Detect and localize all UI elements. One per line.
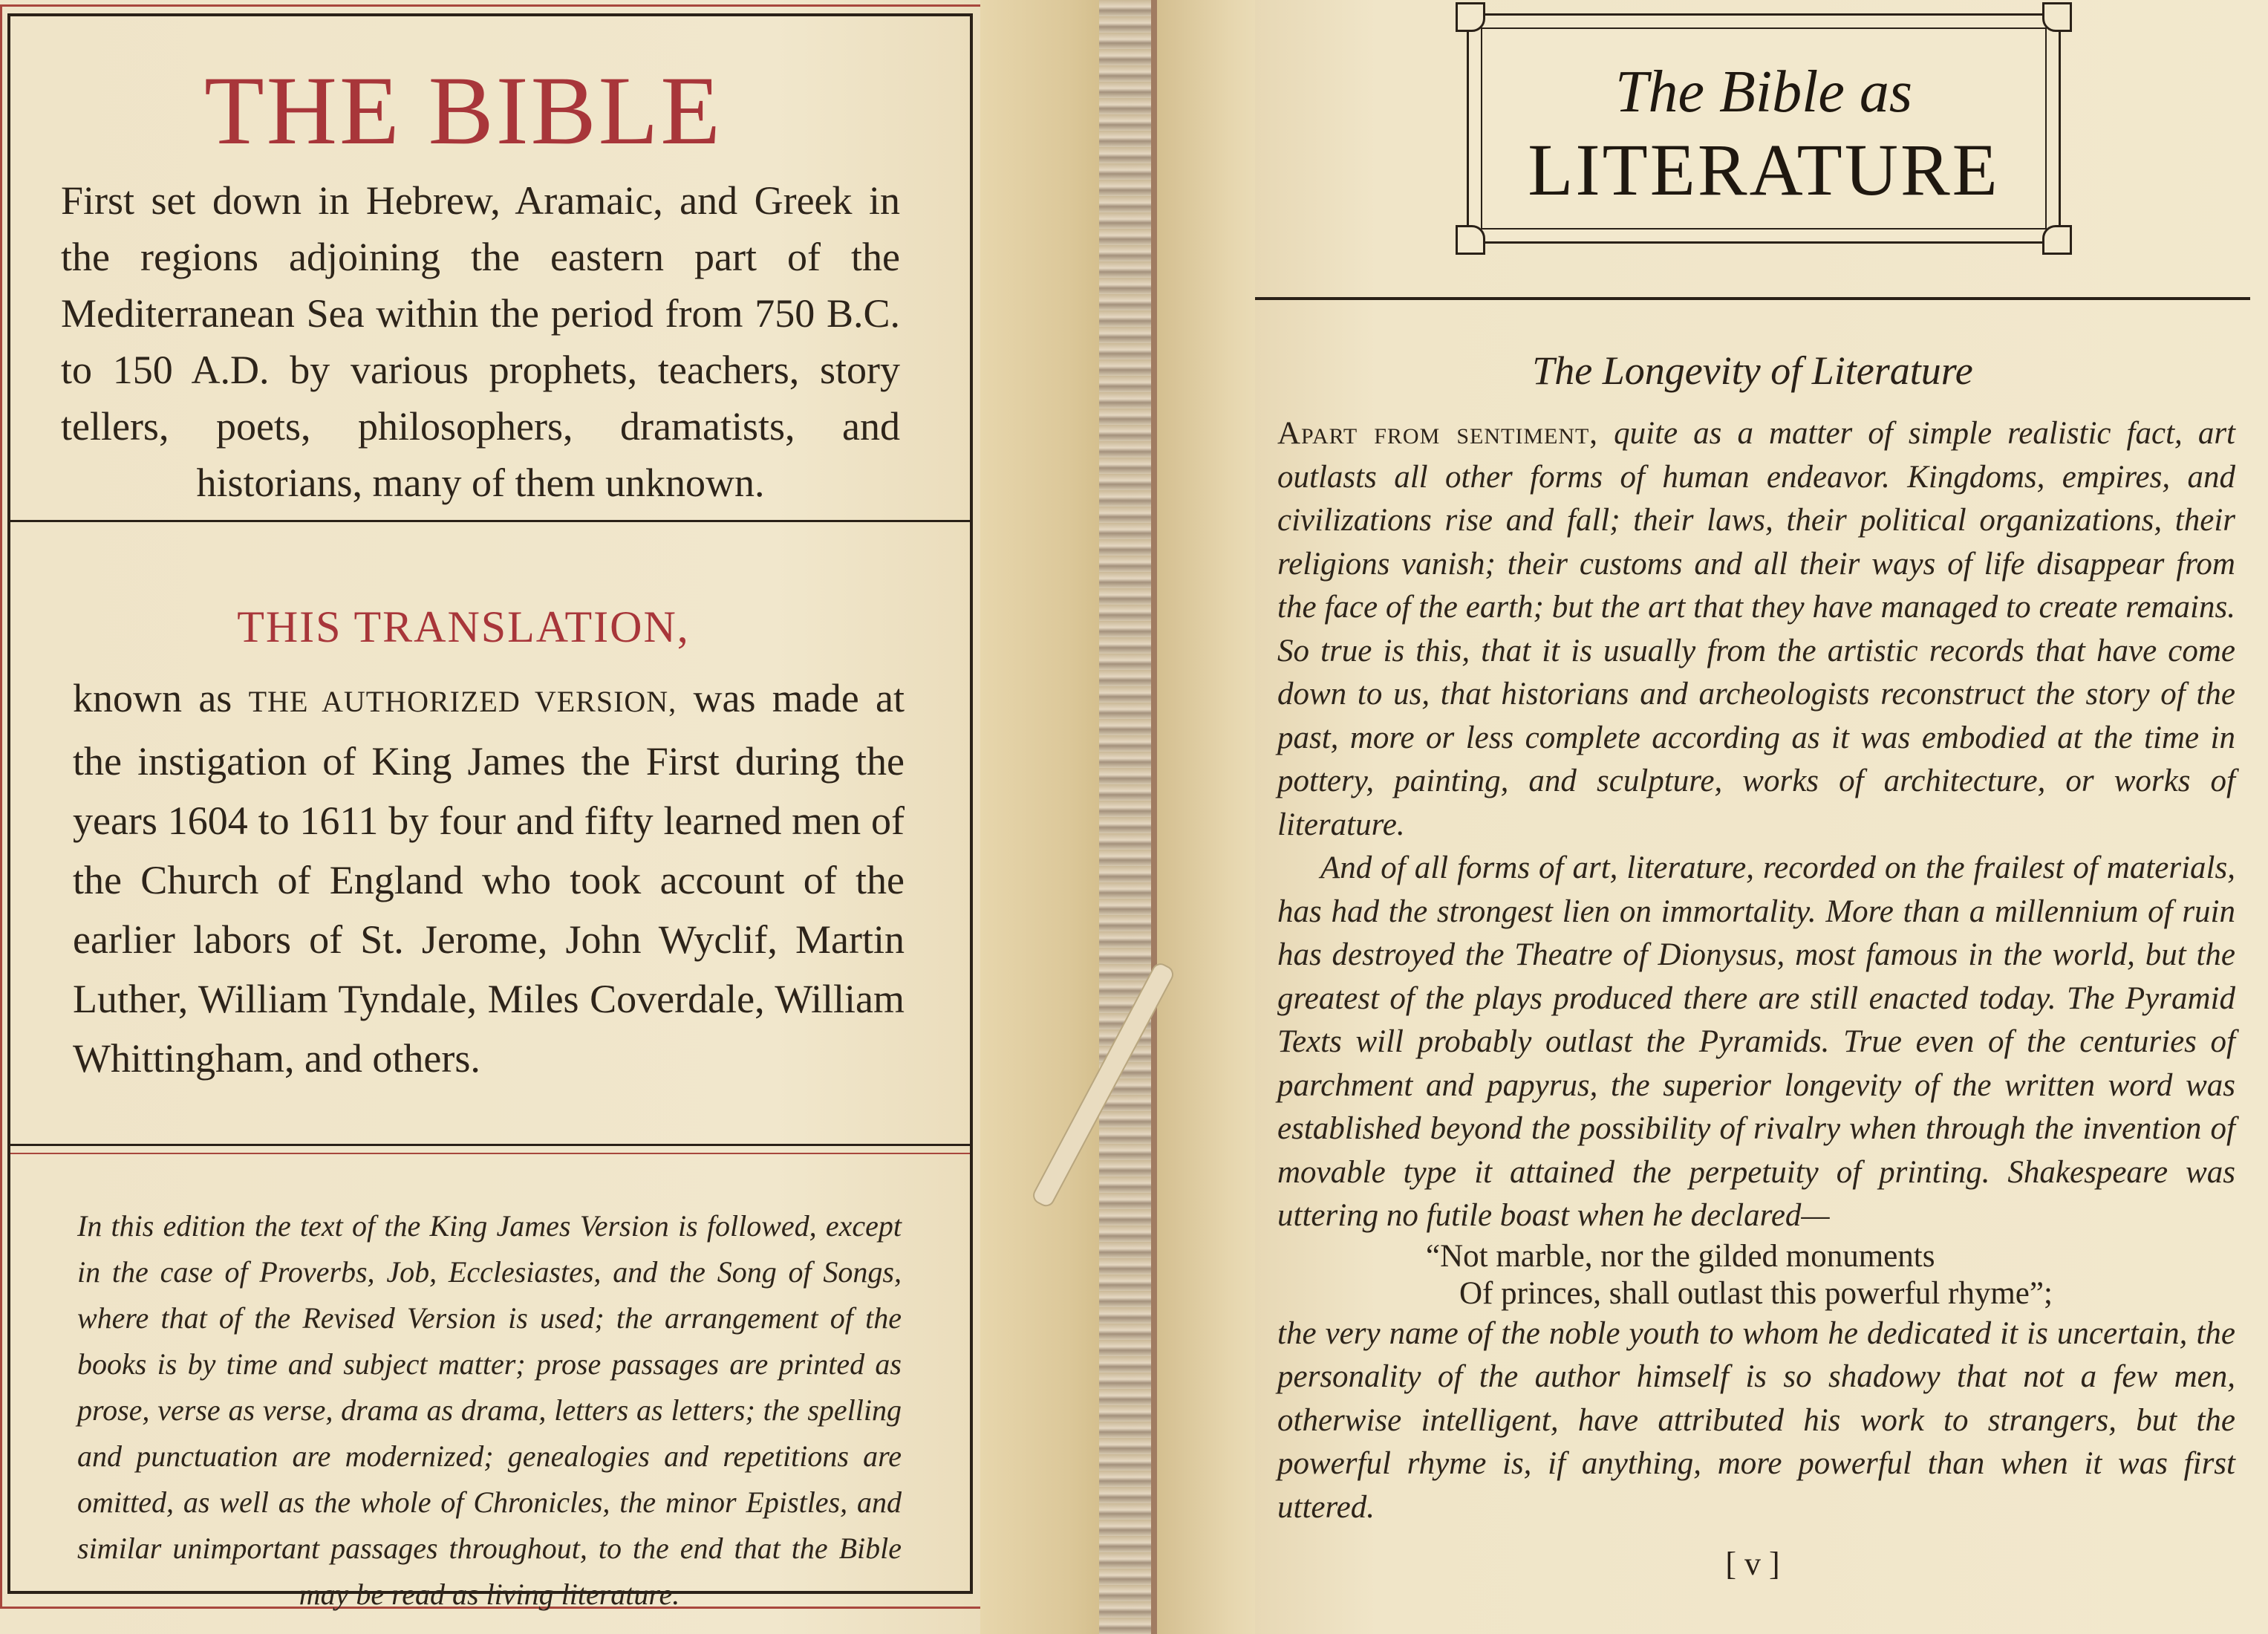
- cartouche-corner: [1456, 2, 1485, 32]
- quote-line-1: “Not marble, nor the gilded monuments: [1426, 1238, 1935, 1274]
- shakespeare-quote: [1277, 1238, 2235, 1312]
- chapter-title-line-2: LITERATURE: [1528, 128, 2000, 211]
- cartouche-corner: [2042, 225, 2072, 255]
- section-divider-2-red: [10, 1153, 970, 1154]
- torn-spine: [1099, 0, 1151, 1634]
- edition-note: In this edition the text of the King James Version is followed, except in the case of Proverbs, Job, Ecclesiastes, and the Song of Songs, where that of the Revised Version is used; the arrangement of the books is by time and subject matter; prose passages are printed as prose, verse as verse, drama as drama, letters as letters; the spelling and punctuation are modernized; genealogies and repetitions are omitted, as well as the whole of Chronicles, the minor Epistles, and similar unimportant passages throughout, to the end that the Bible may be read as living literature.: [77, 1209, 902, 1611]
- left-page-title: THE BIBLE: [204, 56, 723, 165]
- paragraph-1-lead: Apart from sentiment,: [1277, 416, 1599, 451]
- essay-body: [1277, 412, 2235, 1529]
- header-rule: [1255, 297, 2250, 300]
- left-page: [0, 0, 1107, 1634]
- translation-paragraph: [73, 668, 905, 1088]
- paragraph-3: the very name of the noble youth to whom he dedicated it is uncertain, the personality of the author himself is so shadowy that not a few men, otherwise intelligent, have attributed his work to strangers, but the powerful rhyme is, if anything, more powerful than when it was first uttered.: [1277, 1315, 2235, 1525]
- quote-line-2: Of princes, shall outlast this powerful rhyme”;: [1459, 1275, 2053, 1311]
- paragraph-1: [1277, 412, 2235, 847]
- translation-section: [10, 535, 970, 1144]
- translation-lead: known as: [73, 676, 232, 720]
- paragraph-1-body: quite as a matter of simple realistic fact, art outlasts all other forms of human endeavor. Kingdoms, empires, and civilizations rise and fall; their laws, their political organizations, their religions vanish; their customs and all their ways of life disappear from the face of the earth; but the art that they have managed to create remains. So true is this, that it is usually from the artistic records that have come down to us, that historians and archeologists reconstruct the story of the past, more or less complete according as it was embodied at the time in pottery, painting, and sculpture, works of architecture, or works of literature.: [1277, 416, 2235, 842]
- bible-origin-section: [10, 16, 970, 521]
- page-number: [ v ]: [1725, 1546, 1780, 1582]
- cartouche-corner: [2042, 2, 2072, 32]
- chapter-title-line-1: The Bible as: [1615, 59, 1912, 125]
- origin-paragraph: First set down in Hebrew, Aramaic, and Greek in the regions adjoining the eastern part of the Mediterranean Sea within the period from 750 B.C. to 150 A.D. by various prophets, teachers, story tellers, poets, philosophers, dramatists, and historians, many of them unknown.: [61, 178, 900, 505]
- cartouche-corner: [1456, 225, 1485, 255]
- paragraph-2: And of all forms of art, literature, recorded on the frailest of materials, has had the strongest lien on immortality. More than a millennium of ruin has destroyed the Theatre of Dionysus, most famous in the world, but the greatest of the plays produced there are still enacted today. The Pyramid Texts will probably outlast the Pyramids. True even of the centuries of parchment and papyrus, the superior longevity of the written word was established beyond the possibility of rivalry when through the invention of movable type it attained the perpetuity of printing. Shakespeare was uttering no futile boast when he declared—: [1277, 850, 2235, 1233]
- right-page: [1255, 0, 2268, 1634]
- edition-note-section: [10, 1174, 970, 1611]
- section-divider-2: [10, 1144, 970, 1146]
- section-title: The Longevity of Literature: [1532, 348, 1973, 393]
- title-cartouche: [1467, 13, 2061, 244]
- translation-body: was made at the instigation of King James the First during the years 1604 to 1611 by four and fifty learned men of the Church of England who took account of the earlier labors of St. Jerome, John Wyclif, Martin Luther, William Tyndale, Miles Coverdale, William Whittingham, and others.: [73, 676, 905, 1081]
- section-divider-1: [10, 520, 970, 522]
- translation-heading: THIS TRANSLATION,: [237, 602, 690, 651]
- spine-cloth-edge: [1151, 0, 1157, 1634]
- authorized-version-name: THE AUTHORIZED VERSION,: [248, 685, 677, 718]
